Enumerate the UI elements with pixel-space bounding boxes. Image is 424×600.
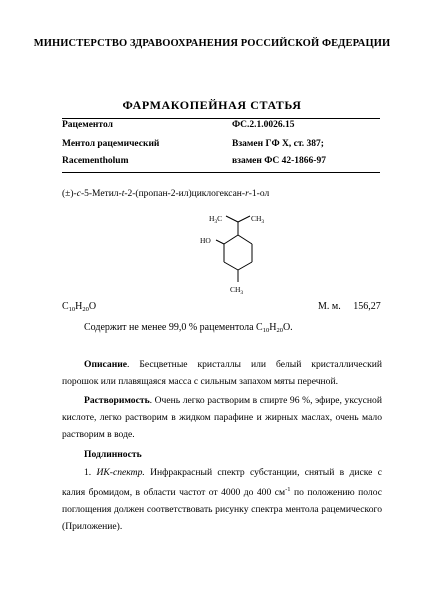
ir-spectrum-paragraph: 1. ИК-спектр. Инфракрасный спектр субстанции, снятый в диске с калия бромидом, в области частот от 4000 до 400 $см^{-1}$ по положению полос поглощения должен соответствовать рисунку спектра ментола рацемического (Приложение). (62, 467, 383, 532)
replaces-line-2: взамен ФС 42-1866-97 (232, 156, 326, 166)
solubility-paragraph: Растворимость. Очень легко растворим в спирте 96 %, эфире, уксусной кислоте, легко растворим в жидком парафине и жирных маслах, очень мало растворим в воде. (62, 395, 382, 440)
h3c-label: $H_3C$ (209, 214, 223, 225)
divider-bottom (62, 172, 380, 173)
name-ru: Рацементол (62, 120, 113, 130)
ministry-heading: МИНИСТЕРСТВО ЗДРАВООХРАНЕНИЯ РОССИЙСКОЙ ФЕДЕРАЦИИ (33, 38, 391, 49)
description-paragraph: Описание. Бесцветные кристаллы или белый кристаллический порошок или плавящаяся масса с сильным запахом мяты перечной. (62, 359, 382, 387)
iupac-name: (±)-c-5-Метил-t-2-(пропан-2-ил)циклогексан-r-1-ол (62, 189, 270, 199)
ch3-top-label: $CH_3$ (251, 214, 265, 225)
structural-formula (170, 205, 280, 297)
document-code: ФС.2.1.0026.15 (232, 120, 295, 130)
divider-top (62, 118, 380, 119)
document-title: ФАРМАКОПЕЙНАЯ СТАТЬЯ (122, 98, 302, 112)
molecular-formula: $C_{10}H_{20}O$ (62, 301, 97, 313)
replaces-line-1: Взамен ГФ X, ст. 387; (232, 139, 324, 149)
name-ru-full: Ментол рацемический (62, 139, 160, 149)
content-statement: Содержит не менее 99,0 % рацементола $C_{10}H_{20}O$. (84, 322, 293, 334)
ch3-bottom-label: $CH_3$ (230, 285, 244, 296)
ho-label: HO (200, 236, 211, 245)
identity-heading: Подлинность (84, 449, 142, 460)
molecular-mass: М. м. 156,27 (318, 301, 381, 312)
name-latin: Racementholum (62, 156, 129, 166)
